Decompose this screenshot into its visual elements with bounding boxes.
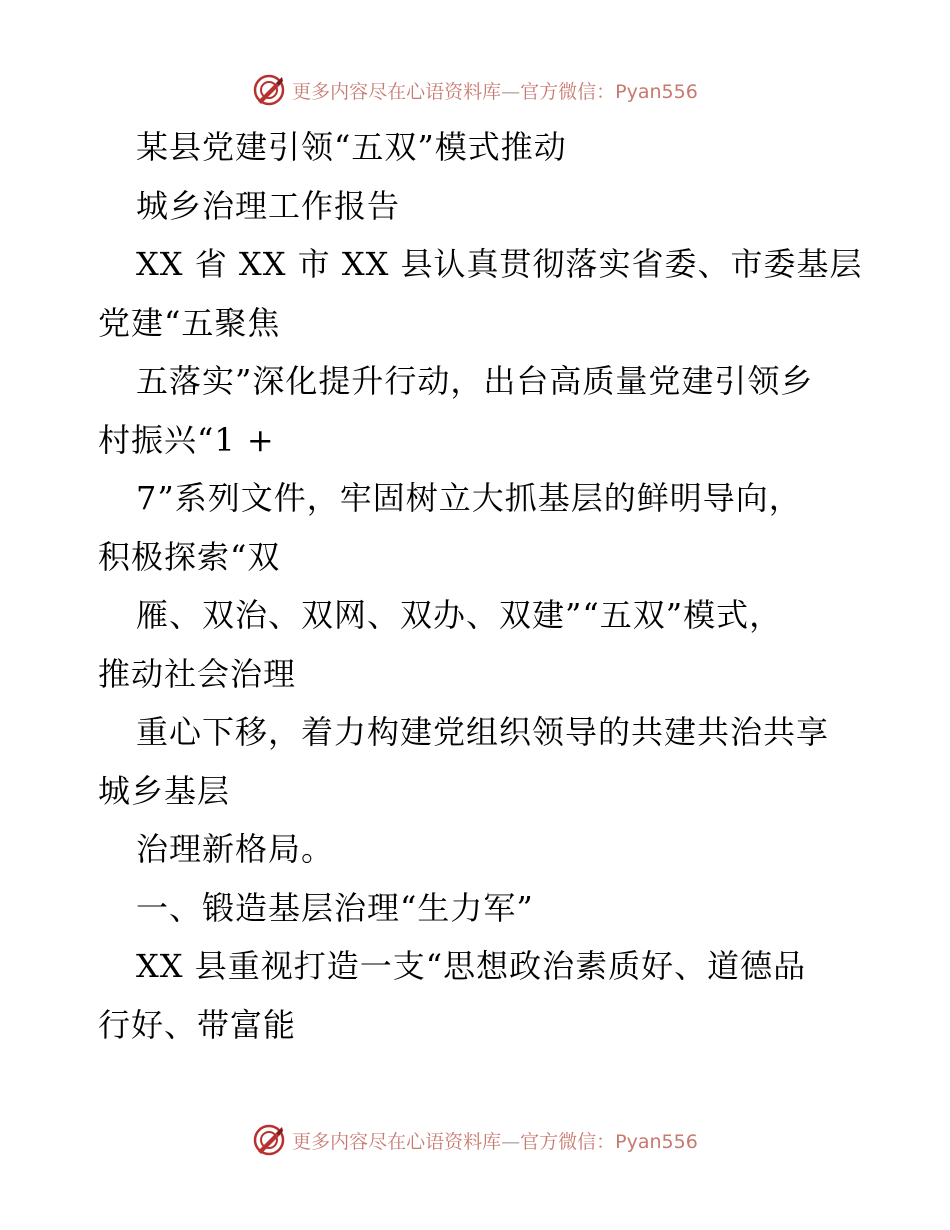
doc-line: 推动社会治理	[98, 654, 297, 693]
doc-line: XX 县重视打造一支“思想政治素质好、道德品	[136, 947, 807, 985]
doc-line: XX 省 XX 市 XX 县认真贯彻落实省委、市委基层	[136, 245, 863, 283]
document-body	[98, 118, 863, 1054]
header-brand: 更多内容尽在心语资料库	[292, 80, 502, 103]
footer-dash: —	[501, 1130, 521, 1153]
footer-text	[292, 1127, 698, 1154]
header-banner	[0, 70, 950, 110]
section-heading: 一、锻造基层治理“生力军”	[136, 888, 534, 927]
header-wechat: 官方微信：Pyan556	[520, 80, 698, 103]
footer-banner	[0, 1120, 950, 1160]
doc-line: 村振兴“1 +	[98, 420, 275, 459]
doc-line: 重心下移，着力构建党组织领导的共建共治共享	[136, 713, 830, 751]
doc-line: 治理新格局。	[136, 830, 335, 868]
footer-brand: 更多内容尽在心语资料库	[292, 1130, 502, 1153]
doc-line: 积极探索“双	[98, 537, 281, 576]
logo-icon	[252, 73, 286, 107]
doc-line: 城乡基层	[98, 771, 231, 810]
doc-line: 某县党建引领“五双”模式推动	[136, 128, 567, 166]
logo-icon	[252, 1123, 286, 1157]
header-dash: —	[501, 80, 521, 103]
doc-line: 7”系列文件，牢固树立大抓基层的鲜明导向，	[136, 479, 802, 517]
footer-wechat: 官方微信：Pyan556	[520, 1130, 698, 1153]
header-text	[292, 77, 698, 104]
doc-line: 城乡治理工作报告	[136, 186, 401, 225]
doc-line: 党建“五聚焦	[98, 303, 281, 342]
doc-line: 五落实”深化提升行动，出台高质量党建引领乡	[136, 362, 814, 400]
doc-line: 行好、带富能	[98, 1005, 297, 1044]
doc-line: 雁、双治、双网、双办、双建”“五双”模式，	[136, 596, 783, 634]
